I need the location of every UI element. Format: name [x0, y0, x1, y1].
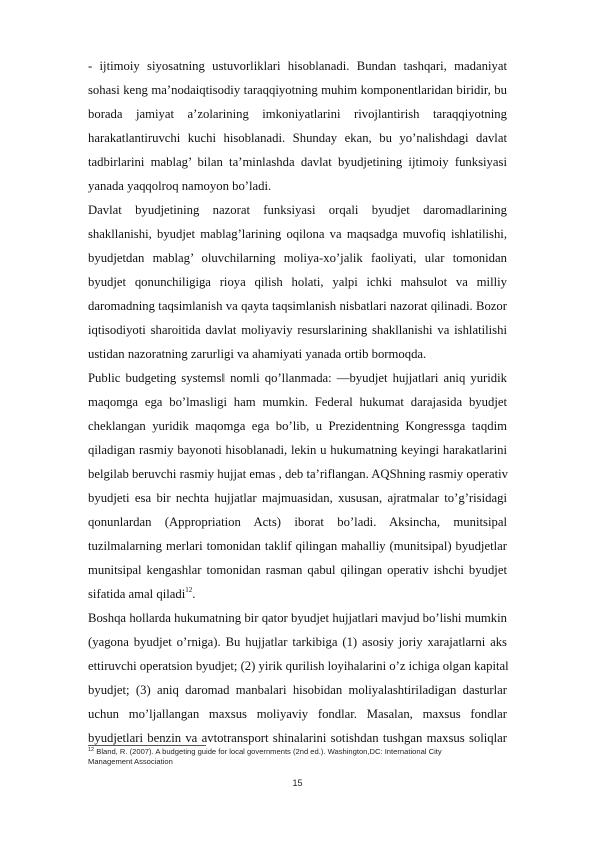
text-fragment: sifatida amal qiladi: [88, 587, 186, 601]
text-line: (yagona byudjet o’rniga). Bu hujjatlar tarkibiga (1) asosiy joriy xarajatlarni aks: [88, 635, 507, 649]
text-line: byudjet; (3) aniq daromad manbalari hisobidan moliyalashtiriladigan dasturlar: [88, 683, 507, 697]
text-line: tuzilmalarning merlari tomonidan taklif qilingan mahalliy (munitsipal) byudjetlar: [88, 539, 507, 553]
text-line: byudjet qonunchiligiga rioya qilish holati, yalpi ichki mahsulot va milliy: [88, 275, 507, 289]
text-line: ustidan nazoratning zarurligi va ahamiyati yanada ortib bormoqda.: [88, 347, 427, 361]
text-line: Davlat byudjetining nazorat funksiyasi orqali byudjet daromadlarining: [88, 203, 507, 217]
text-line: iqtisodiyoti sharoitida davlat moliyaviy resurslarining shakllanishi va ishlatilishi: [88, 323, 507, 337]
text-line: sohasi keng ma’nodaiqtisodiy taraqqiyotning muhim komponentlaridan biridir, bu: [88, 83, 507, 97]
text-line: byudjetdan mablag’ oluvchilarning moliya-xo’jalik faoliyati, ular tomonidan: [88, 251, 507, 265]
page-number: 15: [292, 778, 303, 788]
footnote-number: 12: [88, 747, 95, 753]
text-line: shakllanishi, byudjet mablag’larining oqilona va maqsadga muvofiq ishlatilishi,: [88, 227, 507, 241]
text-line: cheklangan yuridik maqomga ega bo’lib, u Prezidentning Kongressga taqdim: [88, 419, 507, 433]
text-line: Public budgeting systems‖ nomli qo’llanmada: ―byudjet hujjatlari aniq yuridik: [88, 371, 507, 385]
text-line: Boshqa hollarda hukumatning bir qator byudjet hujjatlari mavjud bo’lishi mumkin: [88, 611, 507, 625]
text-line: maqomga ega bo’lmasligi ham mumkin. Federal hukumat darajasida byudjet: [88, 395, 507, 409]
text-line: ettiruvchi operatsion byudjet; (2) yirik qurilish loyihalarini o’z ichiga olgan kapital: [88, 659, 509, 673]
text-line: belgilab beruvchi rasmiy hujjat emas , deb ta’riflangan. AQShning rasmiy operativ: [88, 467, 508, 481]
footnote-text: Bland, R. (2007). A budgeting guide for local governments (2nd ed.). Washington,DC: International City: [96, 747, 442, 756]
text-fragment: .: [192, 587, 196, 601]
text-line: - ijtimoiy siyosatning ustuvorliklari hisoblanadi. Bundan tashqari, madaniyat: [88, 59, 507, 73]
text-line: borada jamiyat a’zolarining imkoniyatlarini rivojlantirish taraqqiyotning: [88, 107, 507, 121]
text-line: tadbirlarini mablag’ bilan ta’minlashda davlat byudjetining ijtimoiy funksiyasi: [88, 155, 507, 169]
footnote-continuation: Management Association: [88, 757, 173, 766]
text-line: yanada yaqqolroq namoyon bo’ladi.: [88, 179, 272, 193]
text-line: byudjetlari benzin va avtotransport shinalarini sotishdan tushgan maxsus soliqlar: [88, 731, 507, 745]
footnote-reference[interactable]: 12: [185, 586, 193, 594]
text-line: daromadning taqsimlanish va qayta taqsimlanish nisbatlari nazorat qilinadi. Bozor: [88, 299, 507, 313]
text-line: munitsipal kengashlar tomonidan rasman qabul qilingan operativ ishchi byudjet: [88, 563, 507, 577]
footnote: [88, 747, 508, 757]
text-line: harakatlantiruvchi kuchi hisoblanadi. Shunday ekan, bu yo’nalishdagi davlat: [88, 131, 507, 145]
footnote-divider: [88, 745, 206, 746]
text-line: qiladigan rasmiy bayonoti hisoblanadi, lekin u hukumatning keyingi harakatlarini: [88, 443, 507, 457]
text-line: uchun mo’ljallangan maxsus moliyaviy fondlar. Masalan, maxsus fondlar: [88, 707, 507, 721]
text-line: [88, 586, 507, 602]
text-line: byudjeti esa bir nechta hujjatlar majmuasidan, xususan, ajratmalar to’g’risidagi: [88, 491, 507, 505]
text-line: qonunlardan (Appropriation Acts) iborat bo’ladi. Aksincha, munitsipal: [88, 515, 507, 529]
